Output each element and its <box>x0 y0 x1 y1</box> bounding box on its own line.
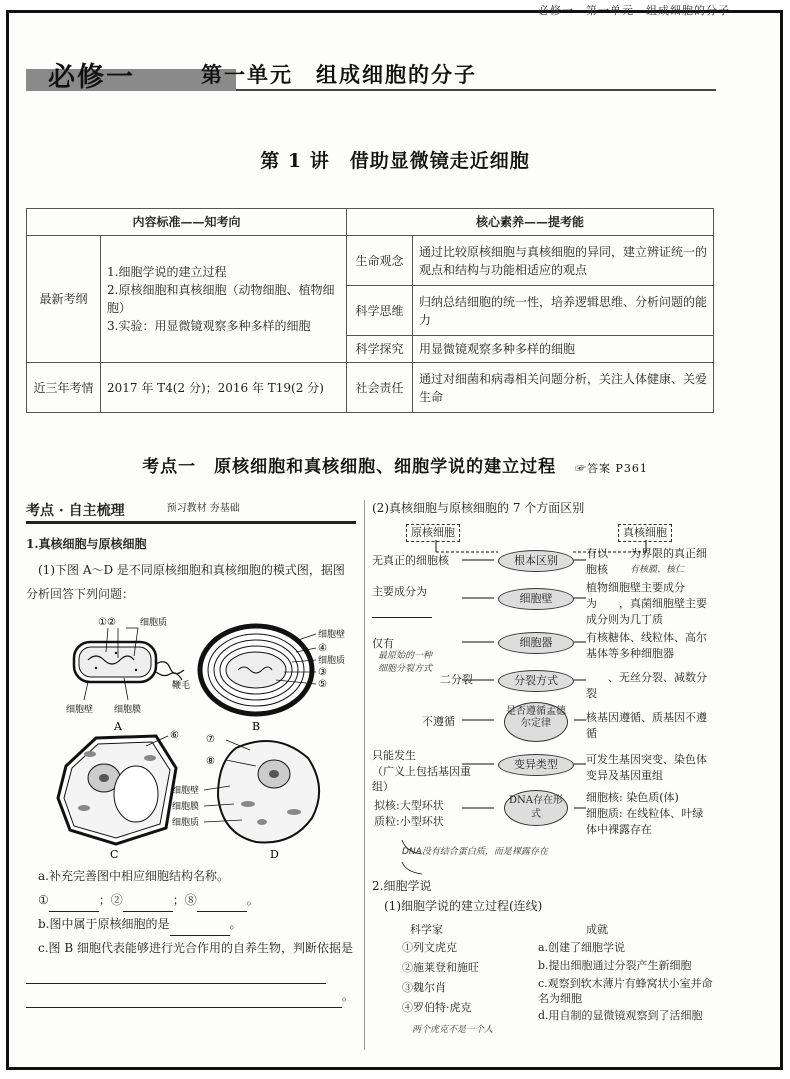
answer-blank[interactable] <box>123 898 173 912</box>
node-fundamental: 根本区别 <box>498 550 574 572</box>
literacy-text: 通过对细菌和病毒相关问题分析，关注人体健康、关爱生命 <box>413 363 714 413</box>
node-cell-wall: 细胞壁 <box>498 588 574 610</box>
cell-a-label: ①② <box>98 617 116 628</box>
cell-c-diagram <box>58 730 179 861</box>
lesson-title: 第 1 讲 借助显微镜走近细胞 <box>260 150 530 172</box>
node-mendel: 是否遵循孟德尔定律 <box>504 702 568 742</box>
blank-2-label: ；② <box>98 893 123 907</box>
achievement-item[interactable]: d.用自制的显微镜观察到了活细胞 <box>538 1009 703 1022</box>
cell-c-caption: C <box>110 848 119 861</box>
achievement-item[interactable]: b.提出细胞通过分裂产生新细胞 <box>538 959 692 972</box>
cell-a-caption: A <box>114 720 122 733</box>
cell-d-label: 细胞膜 <box>172 802 200 812</box>
prok-item: 主要成分为 <box>372 585 427 598</box>
blank-1-label: ① <box>38 893 49 907</box>
euk-item: 植物细胞壁主要成分为 ，真菌细胞壁主要成分则为几丁质 <box>586 581 707 626</box>
cell-b-label: ④ <box>318 643 327 654</box>
prok-item: 仅有 <box>372 637 394 650</box>
q2-title: (2)真核细胞与原核细胞的 7 个方面区别 <box>372 501 585 515</box>
question-a: a.补充完善图中相应细胞结构名称。 <box>38 869 229 883</box>
cell-d-label: 细胞壁 <box>172 786 200 796</box>
prok-item: 无真正的细胞核 <box>372 554 449 567</box>
literacy-name: 科学思维 <box>347 286 413 336</box>
latest-item: 1.细胞学说的建立过程 <box>107 265 227 279</box>
scientist-item[interactable]: ②施莱登和施旺 <box>402 961 479 974</box>
literacy-name: 科学探究 <box>347 336 413 363</box>
question-c-end: 。 <box>342 989 355 1003</box>
unit-banner <box>26 55 716 93</box>
question-c: c.图 B 细胞代表能够进行光合作用的自养生物，判断依据是 <box>38 941 353 955</box>
answer-text: 答案 P361 <box>587 462 648 475</box>
cell-a-label: 鞭毛 <box>172 681 191 691</box>
node-variation: 变异类型 <box>498 754 574 776</box>
prok-item: 只能发生 <box>372 749 416 762</box>
answer-blank[interactable] <box>197 898 247 912</box>
euk-item: 有核糖体、线粒体、高尔基体等多种细胞器 <box>586 631 707 660</box>
literacy-name: 社会责任 <box>347 363 413 413</box>
cell-b-label: ③ <box>318 667 327 678</box>
unit-title: 必修一 <box>48 62 135 93</box>
comparison-diagram <box>372 522 716 872</box>
achievement-item[interactable]: a.创建了细胞学说 <box>538 941 626 954</box>
self-study-title: 考点 · 自主梳理 <box>26 503 125 519</box>
prok-item: 拟核:大型环状 <box>374 799 444 812</box>
cell-a-membrane <box>79 647 151 677</box>
cell-a-label: 细胞膜 <box>114 705 142 715</box>
euk-item: 细胞质: 在线粒体、叶绿体中裸露存在 <box>586 807 704 836</box>
handwritten-note: 两个虎克不是一个人 <box>412 1025 494 1035</box>
self-study-heading <box>26 500 356 524</box>
euk-item: 可发生基因突变、染色体变异及基因重组 <box>586 753 707 782</box>
question-c-blanks-2 <box>26 984 356 1008</box>
matching-exercise <box>372 918 716 1058</box>
q1-title: 1.真核细胞与原核细胞 <box>26 537 147 551</box>
literacy-text: 归纳总结细胞的统一性，培养逻辑思维、分析问题的能力 <box>413 286 714 336</box>
left-column <box>26 500 356 1008</box>
literacy-name: 生命观念 <box>347 236 413 286</box>
cell-b-diagram <box>200 626 345 733</box>
questions-block <box>26 864 356 1008</box>
cell-b-label: 细胞质 <box>318 656 346 666</box>
answer-reference <box>575 462 648 475</box>
blank-end: 。 <box>246 893 259 907</box>
cell-d-label: 细胞质 <box>172 818 200 828</box>
answer-blank[interactable] <box>49 898 99 912</box>
cell-d-membrane <box>218 741 319 843</box>
cell-d-diagram <box>172 734 319 861</box>
question-b-end: 。 <box>229 917 242 931</box>
recent-label: 近三年考情 <box>27 363 101 413</box>
cell-diagrams <box>26 608 356 861</box>
latest-item: 3.实验：用显微镜观察多种多样的细胞 <box>107 319 311 333</box>
cell-c-vacuole <box>114 766 158 822</box>
euk-item: 核基因遵循、质基因不遵循 <box>586 711 707 740</box>
cell-a-label: 细胞质 <box>140 618 168 628</box>
q3-sub: (1)细胞学说的建立过程(连线) <box>384 899 543 913</box>
header-right: 核心素养——提考能 <box>347 209 714 236</box>
prok-item: （广义上包括基因重组） <box>372 765 471 793</box>
node-organelle: 细胞器 <box>498 632 574 654</box>
cell-b-label: ⑤ <box>318 679 327 690</box>
answer-blank[interactable] <box>372 604 432 618</box>
latest-items <box>101 236 347 363</box>
handwritten-note: 有核膜、核仁 <box>630 565 685 575</box>
answer-blank[interactable] <box>170 922 230 936</box>
running-head: 必修一 第一单元 组成细胞的分子 <box>538 4 730 17</box>
question-a-blanks <box>26 888 356 912</box>
node-dna: DNA存在形式 <box>504 790 568 826</box>
prok-item: 质粒:小型环状 <box>374 815 444 828</box>
prok-item: 二分裂 <box>440 673 473 686</box>
right-column <box>372 500 716 1058</box>
header-left: 内容标准——知考向 <box>27 209 347 236</box>
handwritten-note: 最原始的一种细胞分裂方式 <box>378 651 433 674</box>
answer-blank[interactable] <box>26 994 342 1008</box>
section-title <box>0 452 790 477</box>
scientist-item[interactable]: ③魏尔肖 <box>402 981 446 994</box>
achievement-heading: 成就 <box>586 923 608 936</box>
euk-item: 有以 为界限的真正细胞核 <box>586 547 707 576</box>
cell-d-caption: D <box>270 848 279 861</box>
eukaryote-box: 真核细胞 <box>618 524 672 542</box>
literacy-text: 通过比较原核细胞与真核细胞的异同，建立辨证统一的观点和结构与功能相适应的观点 <box>413 236 714 286</box>
pointing-hand-icon: ☞ <box>575 462 587 475</box>
cell-b-label: 细胞壁 <box>318 630 346 640</box>
q3-title: 2.细胞学说 <box>372 879 432 893</box>
cell-a-label: 细胞壁 <box>66 705 94 715</box>
answer-blank[interactable] <box>26 970 326 984</box>
recent-value: 2017 年 T4(2 分)；2016 年 T19(2 分) <box>101 363 347 413</box>
q1-text: (1)下图 A～D 是不同原核细胞和真核细胞的模式图，据图分析回答下列问题： <box>26 563 345 601</box>
handwritten-note: DNA没有结合蛋白质，而是裸露存在 <box>402 847 548 857</box>
latest-label: 最新考纲 <box>27 236 101 363</box>
literacy-text: 用显微镜观察多种多样的细胞 <box>413 336 714 363</box>
euk-item: 细胞核: 染色质(体) <box>586 791 679 804</box>
prok-item: 不遵循 <box>422 715 455 728</box>
achievement-item[interactable]: c.观察到软木薄片有蜂窝状小室并命名为细胞 <box>538 977 713 1005</box>
cell-a-diagram <box>66 616 190 733</box>
question-c-blanks <box>26 960 356 984</box>
cell-a-flagellum <box>156 662 184 674</box>
unit-rule <box>236 89 716 91</box>
blank-8-label: ；⑧ <box>172 893 197 907</box>
latest-item: 2.原核细胞和真核细胞（动物细胞、植物细胞） <box>107 283 335 315</box>
prokaryote-box: 原核细胞 <box>406 524 460 542</box>
column-divider <box>364 500 365 1050</box>
scientist-item[interactable]: ④罗伯特·虎克 <box>402 1001 472 1014</box>
self-study-tagline: 预习教材 夯基础 <box>166 503 240 514</box>
node-division: 分裂方式 <box>498 670 574 692</box>
cell-d-label: ⑧ <box>206 756 215 767</box>
question-b <box>26 912 356 936</box>
cell-b-caption: B <box>252 720 261 733</box>
cell-d-label: ⑦ <box>206 734 215 745</box>
unit-subtitle: 第一单元 组成细胞的分子 <box>201 62 477 87</box>
question-b-text: b.图中属于原核细胞的是 <box>38 917 170 931</box>
euk-item: 、无丝分裂、减数分裂 <box>586 671 707 700</box>
cell-c-label: ⑥ <box>170 730 179 741</box>
standards-table <box>26 208 714 413</box>
section-title-text: 考点一 原核细胞和真核细胞、细胞学说的建立过程 <box>142 457 557 477</box>
scientist-item[interactable]: ①列文虎克 <box>402 941 457 954</box>
scientist-heading: 科学家 <box>410 923 443 936</box>
